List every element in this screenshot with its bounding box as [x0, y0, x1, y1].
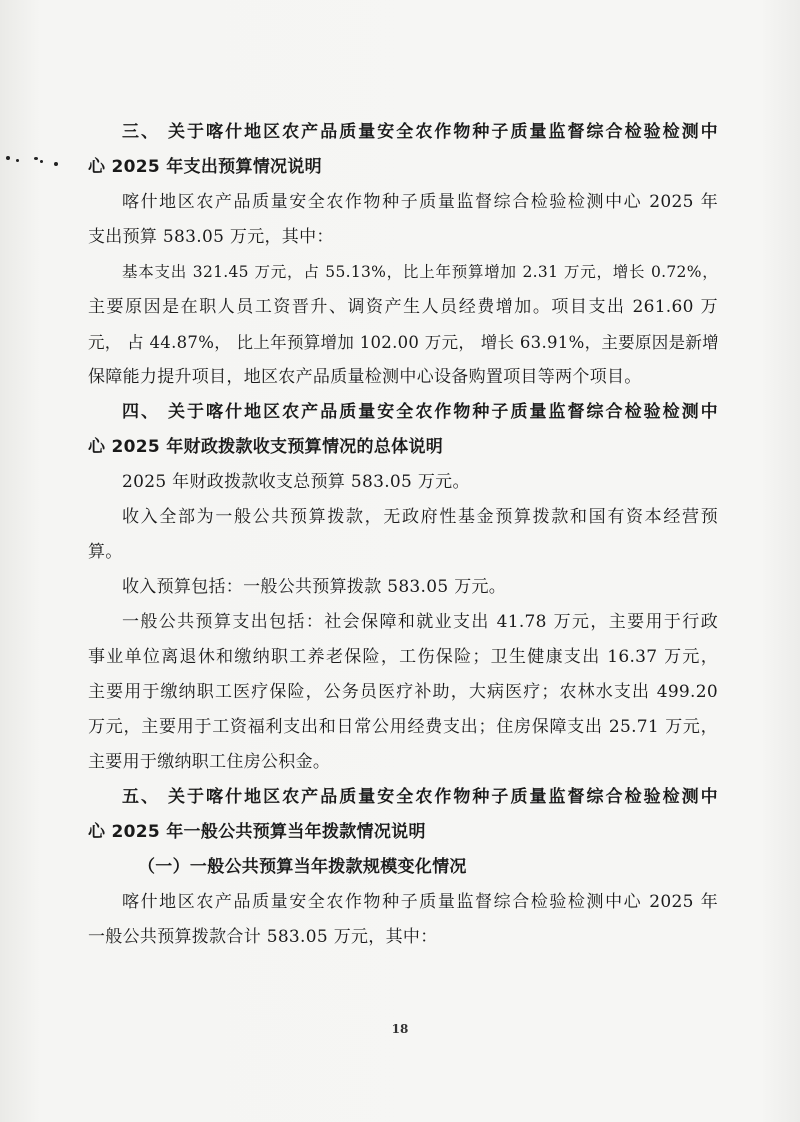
section-4-heading-line-1: 四、 关于喀什地区农产品质量安全农作物种子质量监督综合检验检测中 [122, 402, 718, 422]
section-4-para-4-line-3: 主要用于缴纳职工医疗保险，公务员医疗补助，大病医疗；农林水支出 499.20 [88, 682, 718, 702]
section-4-para-2-line-1: 收入全部为一般公共预算拨款，无政府性基金预算拨款和国有资本经营预 [122, 507, 718, 527]
section-5-heading-line-1: 五、 关于喀什地区农产品质量安全农作物种子质量监督综合检验检测中 [122, 787, 718, 807]
section-4-para-3-line-1: 收入预算包括：一般公共预算拨款 583.05 万元。 [122, 577, 507, 597]
section-5-heading-line-2: 心 2025 年一般公共预算当年拨款情况说明 [88, 822, 426, 842]
section-4-para-4-line-4: 万元，主要用于工资福利支出和日常公用经费支出；住房保障支出 25.71 万元， [88, 717, 718, 737]
section-3-para-2-line-1: 基本支出 321.45 万元，占 55.13%，比上年预算增加 2.31 万元，增长 0.72%， [122, 263, 718, 281]
scan-speck-marks [6, 150, 66, 170]
section-5-para-1-line-2: 一般公共预算拨款合计 583.05 万元，其中： [88, 927, 438, 947]
section-3-para-2-line-3: 元， 占 44.87%， 比上年预算增加 102.00 万元， 增长 63.91%，主要原因是新增 [88, 333, 719, 352]
section-3-para-1-line-2: 支出预算 583.05 万元，其中： [88, 227, 334, 247]
section-3-heading-line-2: 心 2025 年支出预算情况说明 [88, 157, 322, 177]
section-4-para-4-line-2: 事业单位离退休和缴纳职工养老保险，工伤保险；卫生健康支出 16.37 万元， [88, 647, 718, 667]
section-4-para-1-line-1: 2025 年财政拨款收支总预算 583.05 万元。 [122, 472, 470, 492]
section-4-para-4-line-5: 主要用于缴纳职工住房公积金。 [88, 752, 331, 772]
section-4-para-2-line-2: 算。 [88, 542, 123, 562]
section-3-heading-line-1: 三、 关于喀什地区农产品质量安全农作物种子质量监督综合检验检测中 [122, 122, 718, 142]
section-4-heading-line-2: 心 2025 年财政拨款收支预算情况的总体说明 [88, 437, 444, 457]
section-5-para-1-line-1: 喀什地区农产品质量安全农作物种子质量监督综合检验检测中心 2025 年 [122, 892, 718, 912]
section-3-para-2-line-4: 保障能力提升项目，地区农产品质量检测中心设备购置项目等两个项目。 [88, 367, 642, 387]
section-5-subheading: （一）一般公共预算当年拨款规模变化情况 [138, 857, 467, 877]
section-4-para-4-line-1: 一般公共预算支出包括：社会保障和就业支出 41.78 万元，主要用于行政 [122, 612, 718, 632]
section-3-para-1-line-1: 喀什地区农产品质量安全农作物种子质量监督综合检验检测中心 2025 年 [122, 192, 718, 212]
document-body [88, 115, 718, 955]
section-3-para-2-line-2: 主要原因是在职人员工资晋升、调资产生人员经费增加。项目支出 261.60 万 [88, 297, 718, 317]
page-number: 18 [391, 1022, 409, 1036]
